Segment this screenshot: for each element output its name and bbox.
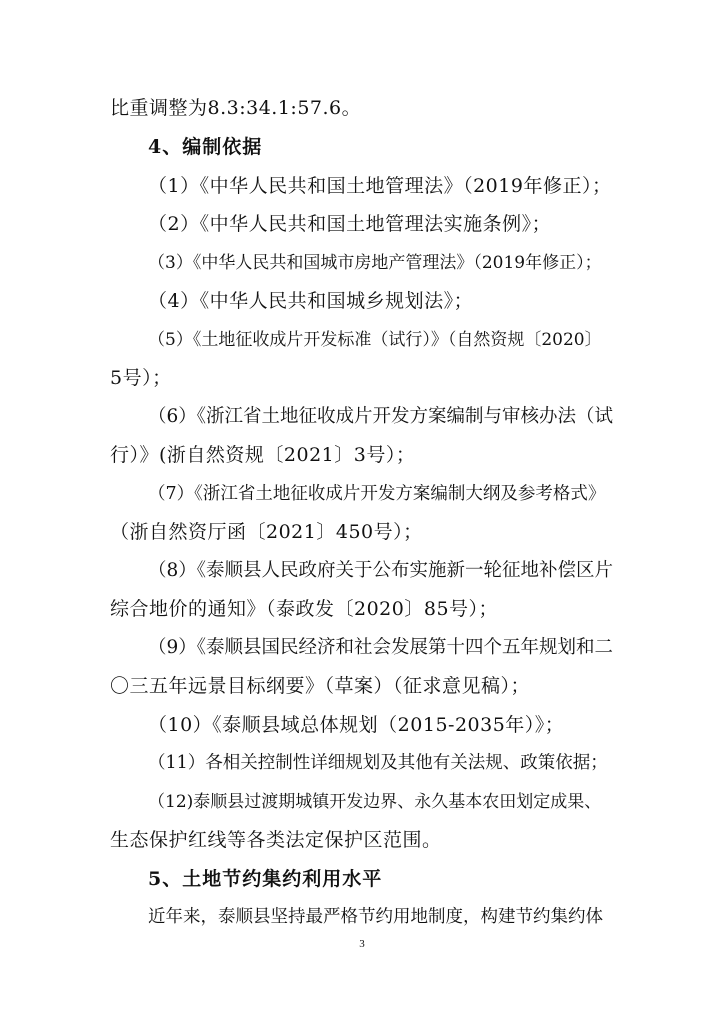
section-heading-4 [0, 135, 724, 159]
paragraph-text: （2）《中华人民共和国土地管理法实施条例》； [148, 213, 552, 235]
paragraph-text: （12)泰顺县过渡期城镇开发边界、永久基本农田划定成果、 [148, 792, 602, 812]
paragraph-text: （8）《泰顺县人民政府关于公布实施新一轮征地补偿区片 [148, 560, 614, 581]
paragraph-text: 5号）； [110, 367, 172, 389]
text-line [0, 212, 724, 236]
paragraph-text: 〇三五年远景目标纲要》（草案）（征求意见稿）； [110, 675, 531, 697]
paragraph-text: （9）《泰顺县国民经济和社会发展第十四个五年规划和二 [148, 637, 614, 658]
text-line [0, 559, 724, 583]
paragraph-text: （7）《浙江省土地征收成片开发方案编制大纲及参考格式》 [148, 484, 606, 504]
text-line [0, 443, 724, 467]
text-line [0, 96, 724, 120]
paragraph-text: （6）《浙江省土地征收成片开发方案编制与审核办法（试 [148, 406, 614, 427]
text-line [0, 520, 724, 544]
text-line [0, 251, 724, 275]
text-line [0, 713, 724, 737]
paragraph-text: （4）《中华人民共和国城乡规划法》； [148, 290, 474, 312]
paragraph-text: （3）《中华人民共和国城市房地产管理法》（2019年修正）； [148, 253, 602, 273]
page-number: 3 [359, 938, 365, 950]
paragraph-text: （1）《中华人民共和国土地管理法》（2019年修正）； [148, 175, 612, 197]
text-line [0, 328, 724, 352]
paragraph-text: （浙自然资厅函〔2021〕450号）； [110, 521, 423, 543]
text-line [0, 790, 724, 814]
paragraph-text: 综合地价的通知》（泰政发〔2020〕85号）； [110, 598, 499, 620]
text-line [0, 289, 724, 313]
text-line [0, 828, 724, 852]
paragraph-text: 比重调整为8.3:34.1:57.6。 [110, 97, 362, 119]
paragraph-text: 行）》(浙自然资规〔2021〕3号）； [110, 444, 416, 466]
text-line [0, 751, 724, 775]
text-line [0, 905, 724, 929]
section-heading-5 [0, 867, 724, 891]
text-line [0, 366, 724, 390]
paragraph-text: 生态保护红线等各类法定保护区范围。 [110, 829, 442, 851]
paragraph-text: （11）各相关控制性详细规划及其他有关法规、政策依据； [148, 753, 608, 773]
paragraph-text: （5）《土地征收成片开发标准（试行）》（自然资规〔2020〕 [148, 330, 602, 350]
text-line [0, 636, 724, 660]
heading-text: 5、土地节约集约利用水平 [148, 868, 383, 890]
text-line [0, 597, 724, 621]
text-line [0, 482, 724, 506]
text-line [0, 174, 724, 198]
paragraph-text: （10）《泰顺县域总体规划（2015-2035年）》； [148, 714, 565, 736]
paragraph-text: 近年来，泰顺县坚持最严格节约用地制度，构建节约集约体 [148, 907, 603, 927]
text-line [0, 674, 724, 698]
text-line [0, 405, 724, 429]
heading-text: 4、编制依据 [148, 136, 263, 158]
